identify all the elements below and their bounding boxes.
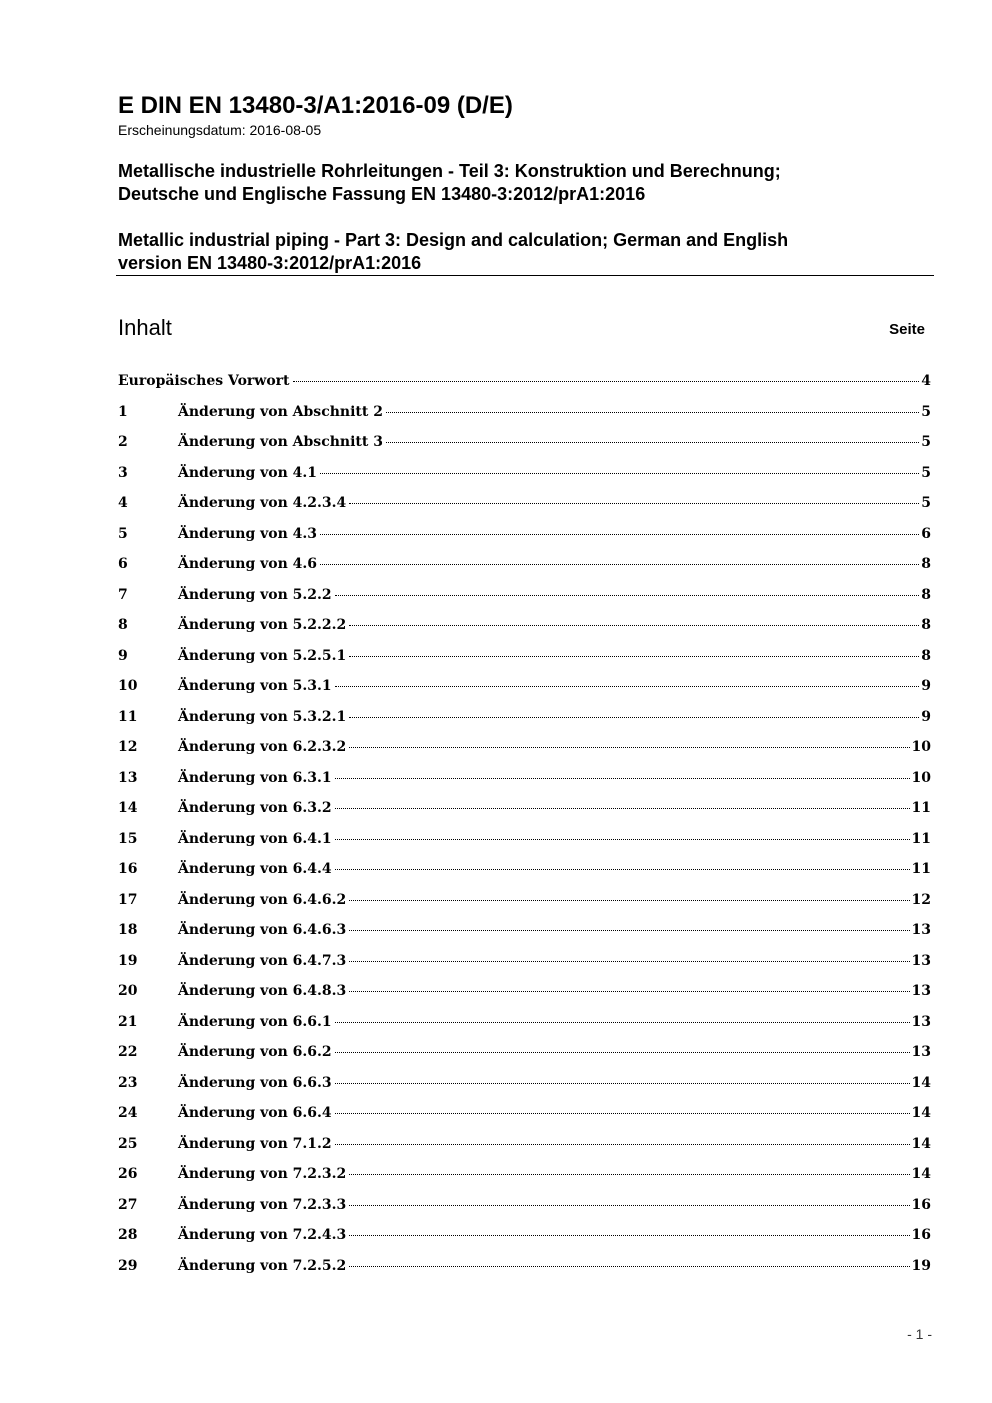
toc-entry-number: 15 — [118, 830, 138, 847]
toc-entry-page: 10 — [911, 769, 931, 786]
toc-entry-title: Änderung von 6.4.4 — [178, 861, 332, 877]
toc-entry[interactable] — [118, 705, 931, 736]
toc-entry-title: Änderung von 5.2.5.1 — [178, 647, 347, 664]
toc-dot-leader — [335, 595, 920, 596]
toc-entry-title: Änderung von 5.3.2.1 — [178, 708, 347, 725]
toc-dot-leader — [349, 503, 919, 504]
toc-entry[interactable] — [118, 918, 931, 949]
toc-dot-leader — [349, 1174, 909, 1175]
toc-entry[interactable] — [118, 1162, 931, 1193]
english-title-line-1: Metallic industrial piping - Part 3: Design and calculation; German and English — [118, 230, 789, 250]
toc-dot-leader — [320, 473, 919, 474]
toc-dot-leader — [349, 930, 909, 931]
toc-entry-page: 11 — [911, 800, 931, 816]
toc-entry[interactable] — [118, 613, 931, 644]
toc-entry[interactable] — [118, 1223, 931, 1254]
toc-entry-page: 13 — [911, 1013, 931, 1030]
toc-entry-page: 6 — [921, 525, 931, 542]
toc-entry-page: 8 — [921, 556, 931, 572]
toc-dot-leader — [335, 869, 910, 870]
toc-entry[interactable] — [118, 888, 931, 919]
toc-dot-leader — [386, 442, 919, 443]
toc-dot-leader — [349, 625, 919, 626]
toc-entry-page: 13 — [911, 952, 931, 969]
english-title — [118, 229, 788, 275]
page-number: - 1 - — [907, 1326, 932, 1342]
toc-entry-title: Änderung von Abschnitt 2 — [178, 403, 383, 420]
toc-entry[interactable] — [118, 766, 931, 797]
toc-entry[interactable] — [118, 1132, 931, 1163]
toc-dot-leader — [293, 381, 920, 382]
toc-entry-page: 14 — [911, 1105, 931, 1121]
toc-entry-number: 8 — [118, 617, 128, 633]
toc-entry[interactable] — [118, 979, 931, 1010]
toc-entry-number: 9 — [118, 647, 128, 664]
toc-entry-number: 27 — [118, 1196, 138, 1213]
toc-dot-leader — [335, 1144, 910, 1145]
toc-dot-leader — [349, 656, 919, 657]
toc-entry-title: Änderung von Abschnitt 3 — [178, 434, 383, 450]
toc-entry-page: 19 — [911, 1257, 931, 1274]
german-title-line-1: Metallische industrielle Rohrleitungen - Teil 3: Konstruktion und Berechnung; — [118, 161, 781, 181]
german-title-line-2: Deutsche und Englische Fassung EN 13480-3:2012/prA1:2016 — [118, 184, 646, 204]
toc-entry-page: 14 — [911, 1074, 931, 1091]
toc-entry[interactable] — [118, 1101, 931, 1132]
toc-entry-page: 9 — [921, 708, 931, 725]
toc-entry-page: 12 — [911, 891, 931, 908]
table-of-contents — [118, 369, 931, 1284]
toc-dot-leader — [349, 900, 909, 901]
toc-entry[interactable] — [118, 949, 931, 980]
toc-entry[interactable] — [118, 735, 931, 766]
toc-entry-title: Änderung von 6.6.1 — [178, 1013, 332, 1030]
toc-entry-title: Änderung von 6.3.2 — [178, 800, 332, 816]
toc-entry-page: 5 — [921, 403, 931, 420]
toc-entry[interactable] — [118, 827, 931, 858]
toc-entry-title: Änderung von 7.2.3.3 — [178, 1196, 347, 1213]
toc-entry[interactable] — [118, 857, 931, 888]
toc-entry-page: 4 — [921, 373, 931, 389]
toc-entry-title: Änderung von 6.4.6.3 — [178, 922, 347, 938]
toc-entry-title: Änderung von 4.3 — [178, 525, 318, 542]
toc-entry-number: 19 — [118, 952, 138, 969]
toc-dot-leader — [335, 1113, 910, 1114]
toc-dot-leader — [349, 747, 909, 748]
toc-dot-leader — [349, 1266, 909, 1267]
title-divider — [116, 275, 934, 276]
toc-dot-leader — [335, 1083, 910, 1084]
toc-entry[interactable] — [118, 1071, 931, 1102]
toc-entry[interactable] — [118, 491, 931, 522]
toc-dot-leader — [349, 1235, 909, 1236]
toc-entry-number: 18 — [118, 922, 138, 938]
toc-entry-page: 14 — [911, 1166, 931, 1182]
english-title-line-2: version EN 13480-3:2012/prA1:2016 — [118, 253, 422, 273]
toc-entry-page: 16 — [911, 1227, 931, 1243]
toc-entry-number: 5 — [118, 525, 128, 542]
toc-entry-page: 10 — [911, 739, 931, 755]
toc-dot-leader — [320, 564, 919, 565]
toc-entry[interactable] — [118, 583, 931, 614]
toc-entry-title: Änderung von 6.3.1 — [178, 769, 332, 786]
toc-entry[interactable] — [118, 1193, 931, 1224]
toc-dot-leader — [335, 1022, 910, 1023]
toc-entry-number: 24 — [118, 1105, 138, 1121]
toc-entry-number: 23 — [118, 1074, 138, 1091]
toc-entry-title: Änderung von 7.1.2 — [178, 1135, 332, 1152]
toc-entry-number: 29 — [118, 1257, 138, 1274]
toc-entry[interactable] — [118, 461, 931, 492]
toc-entry-title: Europäisches Vorwort — [118, 373, 290, 389]
toc-entry-number: 14 — [118, 800, 138, 816]
toc-entry-title: Änderung von 5.3.1 — [178, 678, 332, 694]
toc-entry-number: 2 — [118, 434, 128, 450]
document-title: E DIN EN 13480-3/A1:2016-09 (D/E) — [118, 92, 513, 119]
toc-entry-page: 5 — [921, 495, 931, 511]
toc-entry-number: 1 — [118, 403, 128, 420]
toc-entry-title: Änderung von 4.2.3.4 — [178, 495, 347, 511]
german-title — [118, 160, 781, 206]
toc-entry-number: 28 — [118, 1227, 138, 1243]
toc-entry-page: 16 — [911, 1196, 931, 1213]
toc-dot-leader — [335, 839, 910, 840]
toc-entry-title: Änderung von 6.4.7.3 — [178, 952, 347, 969]
toc-entry-number: 20 — [118, 983, 138, 999]
toc-dot-leader — [349, 961, 909, 962]
toc-entry-number: 11 — [118, 708, 138, 725]
toc-entry-number: 3 — [118, 464, 128, 481]
toc-entry-page: 5 — [921, 464, 931, 481]
toc-dot-leader — [349, 991, 909, 992]
toc-entry[interactable] — [118, 400, 931, 431]
toc-entry-title: Änderung von 6.6.3 — [178, 1074, 332, 1091]
toc-entry-number: 10 — [118, 678, 138, 694]
toc-entry[interactable] — [118, 369, 931, 400]
toc-entry-number: 7 — [118, 586, 128, 603]
toc-entry-title: Änderung von 7.2.3.2 — [178, 1166, 347, 1182]
toc-entry-title: Änderung von 6.4.1 — [178, 830, 332, 847]
toc-entry[interactable] — [118, 522, 931, 553]
toc-entry[interactable] — [118, 674, 931, 705]
toc-entry-page: 8 — [921, 586, 931, 603]
toc-entry-page: 13 — [911, 983, 931, 999]
toc-entry-page: 11 — [911, 830, 931, 847]
toc-entry[interactable] — [118, 430, 931, 461]
toc-entry-page: 14 — [911, 1135, 931, 1152]
toc-entry-page: 11 — [911, 861, 931, 877]
toc-dot-leader — [335, 778, 910, 779]
toc-entry-title: Änderung von 7.2.5.2 — [178, 1257, 347, 1274]
toc-entry-title: Änderung von 6.4.6.2 — [178, 891, 347, 908]
toc-entry-title: Änderung von 6.4.8.3 — [178, 983, 347, 999]
toc-entry-title: Änderung von 7.2.4.3 — [178, 1227, 347, 1243]
toc-dot-leader — [349, 717, 919, 718]
toc-entry[interactable] — [118, 552, 931, 583]
toc-entry-number: 17 — [118, 891, 138, 908]
toc-entry-page: 5 — [921, 434, 931, 450]
toc-entry-number: 21 — [118, 1013, 138, 1030]
toc-entry-number: 4 — [118, 495, 128, 511]
toc-entry-number: 12 — [118, 739, 138, 755]
toc-entry-page: 8 — [921, 647, 931, 664]
toc-entry-number: 26 — [118, 1166, 138, 1182]
publication-date: Erscheinungsdatum: 2016-08-05 — [118, 122, 322, 138]
toc-dot-leader — [320, 534, 919, 535]
toc-entry-title: Änderung von 4.6 — [178, 556, 318, 572]
toc-entry[interactable] — [118, 644, 931, 675]
toc-entry-title: Änderung von 5.2.2.2 — [178, 617, 347, 633]
toc-entry-number: 6 — [118, 556, 128, 572]
toc-entry[interactable] — [118, 796, 931, 827]
toc-entry-title: Änderung von 5.2.2 — [178, 586, 332, 603]
toc-entry-number: 25 — [118, 1135, 138, 1152]
toc-entry[interactable] — [118, 1040, 931, 1071]
toc-entry-title: Änderung von 6.2.3.2 — [178, 739, 347, 755]
toc-heading: Inhalt — [118, 315, 172, 340]
toc-page-column-label: Seite — [889, 321, 925, 338]
toc-entry-title: Änderung von 6.6.2 — [178, 1044, 332, 1060]
toc-entry-page: 13 — [911, 1044, 931, 1060]
toc-dot-leader — [335, 808, 910, 809]
toc-entry-number: 22 — [118, 1044, 138, 1060]
toc-entry-number: 13 — [118, 769, 138, 786]
toc-dot-leader — [386, 412, 919, 413]
toc-dot-leader — [335, 686, 920, 687]
toc-entry-page: 8 — [921, 617, 931, 633]
toc-entry-title: Änderung von 6.6.4 — [178, 1105, 332, 1121]
toc-dot-leader — [349, 1205, 909, 1206]
toc-entry-page: 9 — [921, 678, 931, 694]
toc-dot-leader — [335, 1052, 910, 1053]
toc-entry-title: Änderung von 4.1 — [178, 464, 318, 481]
toc-entry-page: 13 — [911, 922, 931, 938]
toc-entry[interactable] — [118, 1254, 931, 1285]
toc-entry-number: 16 — [118, 861, 138, 877]
toc-entry[interactable] — [118, 1010, 931, 1041]
